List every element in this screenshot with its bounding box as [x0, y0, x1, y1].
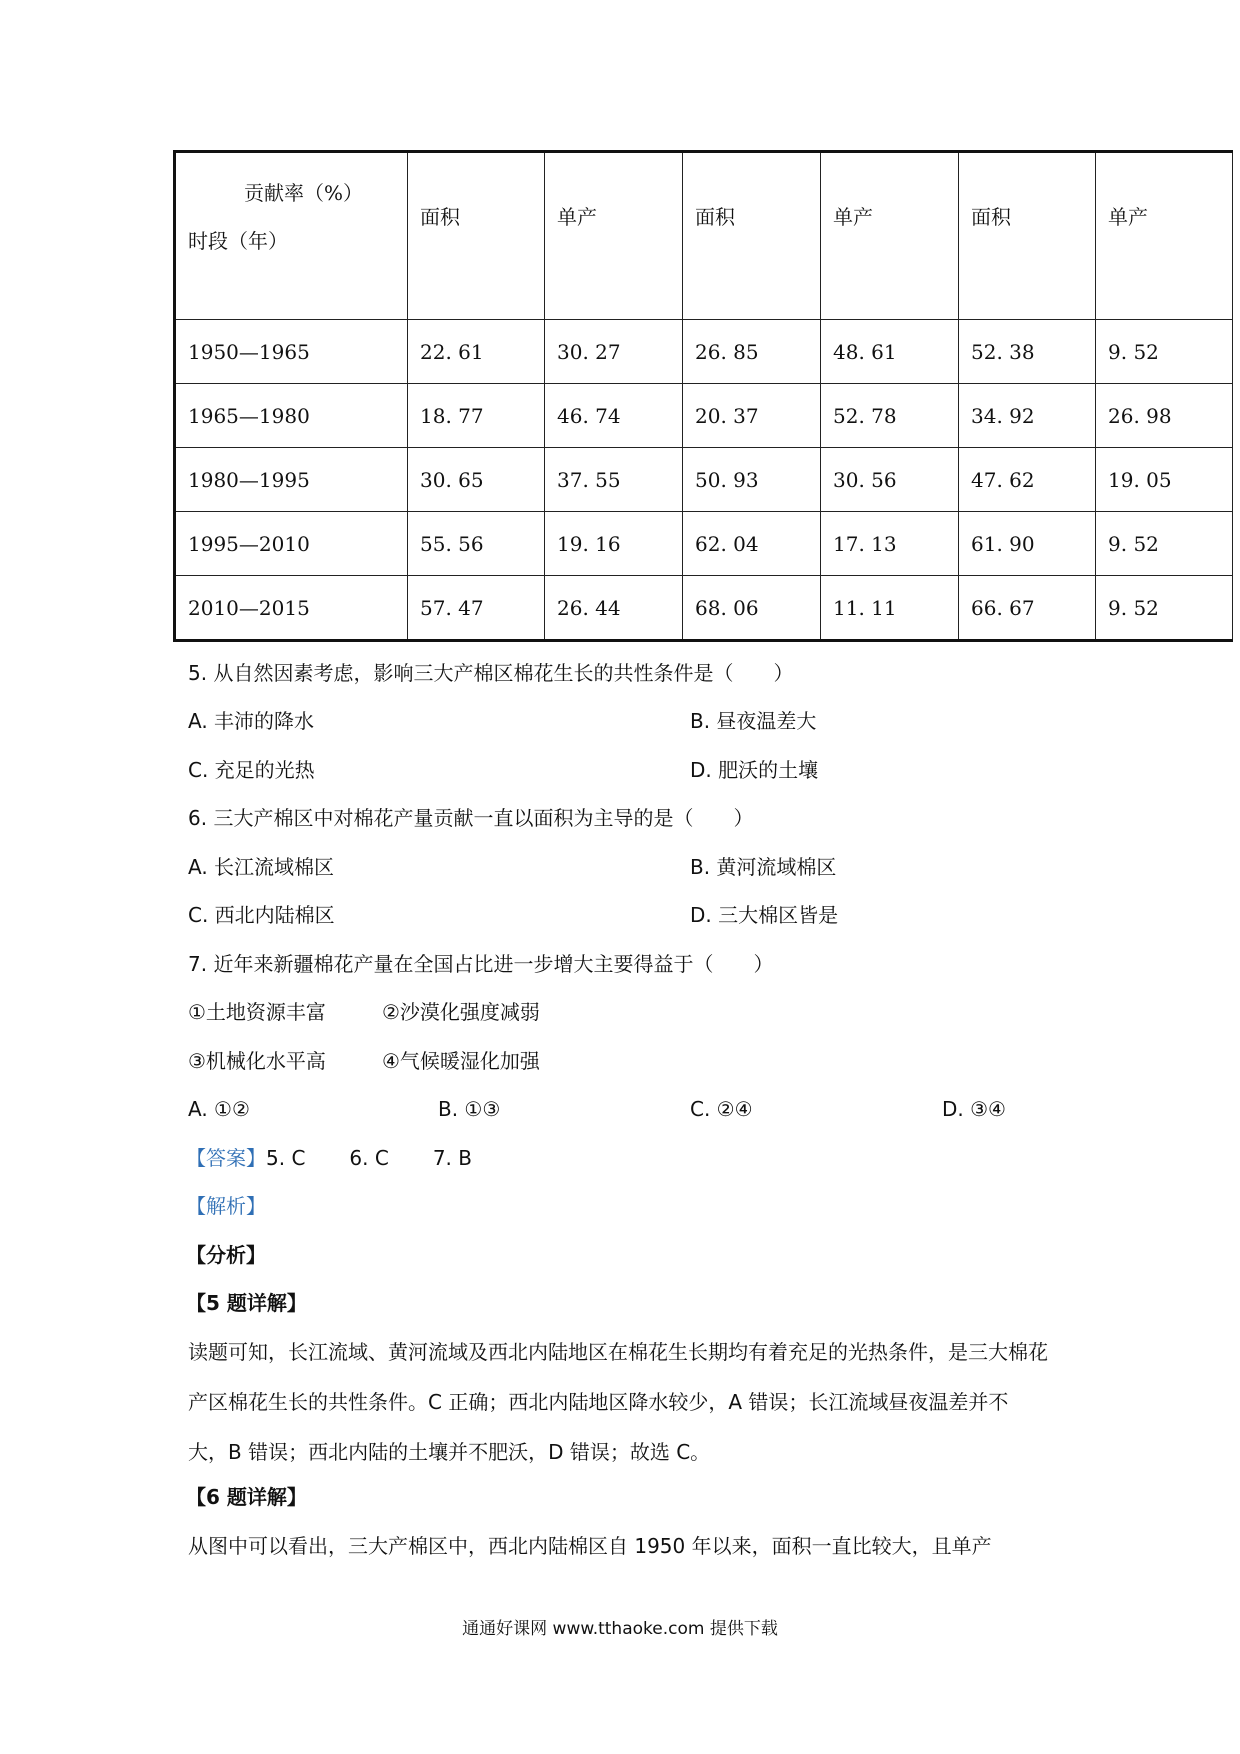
value-cell: 20. 37	[683, 384, 821, 448]
value-cell: 11. 11	[821, 576, 959, 641]
value-cell: 9. 52	[1096, 576, 1233, 641]
value-cell: 62. 04	[683, 512, 821, 576]
value-cell: 66. 67	[959, 576, 1096, 641]
value-cell: 26. 98	[1096, 384, 1233, 448]
value-cell: 9. 52	[1096, 320, 1233, 384]
table-row	[175, 576, 1233, 641]
value-cell: 68. 06	[683, 576, 821, 641]
detail-6-label: 【6 题详解】	[186, 1485, 307, 1509]
answer-line	[186, 1143, 472, 1173]
value-cell: 52. 78	[821, 384, 959, 448]
q7-statement-1: ①土地资源丰富	[188, 1000, 326, 1024]
contribution-table	[173, 150, 1233, 642]
value-cell: 48. 61	[821, 320, 959, 384]
value-cell: 30. 27	[545, 320, 683, 384]
value-cell: 30. 56	[821, 448, 959, 512]
header-cell: 面积	[683, 152, 821, 320]
question-5-stem: 5. 从自然因素考虑，影响三大产棉区棉花生长的共性条件是（ ）	[188, 661, 794, 685]
question-7-stem: 7. 近年来新疆棉花产量在全国占比进一步增大主要得益于（ ）	[188, 952, 774, 976]
q5-option-b: B. 昼夜温差大	[690, 709, 817, 733]
q6-option-b: B. 黄河流域棉区	[690, 855, 837, 879]
value-cell: 26. 44	[545, 576, 683, 641]
value-cell: 61. 90	[959, 512, 1096, 576]
table-header-row	[175, 152, 1233, 320]
q7-statement-3: ③机械化水平高	[188, 1049, 326, 1073]
value-cell: 17. 13	[821, 512, 959, 576]
value-cell: 52. 38	[959, 320, 1096, 384]
value-cell: 30. 65	[408, 448, 545, 512]
value-cell: 19. 16	[545, 512, 683, 576]
q5-option-c: C. 充足的光热	[188, 758, 315, 782]
value-cell: 46. 74	[545, 384, 683, 448]
q7-option-c: C. ②④	[690, 1097, 753, 1121]
question-6-stem: 6. 三大产棉区中对棉花产量贡献一直以面积为主导的是（ ）	[188, 806, 754, 830]
value-cell: 26. 85	[683, 320, 821, 384]
diagonal-header-cell	[175, 152, 408, 320]
value-cell: 9. 52	[1096, 512, 1233, 576]
header-rate-label: 贡献率（%）	[244, 181, 364, 205]
period-cell: 1950—1965	[175, 320, 408, 384]
q7-option-b: B. ①③	[438, 1097, 501, 1121]
period-cell: 1995—2010	[175, 512, 408, 576]
header-period-label: 时段（年）	[188, 229, 288, 253]
value-cell: 18. 77	[408, 384, 545, 448]
value-cell: 57. 47	[408, 576, 545, 641]
value-cell: 22. 61	[408, 320, 545, 384]
page-footer: 通通好课网 www.tthaoke.com 提供下载	[462, 1619, 778, 1639]
detail-5-text: 读题可知，长江流域、黄河流域及西北内陆地区在棉花生长期均有着充足的光热条件，是三大棉花产区棉花生长的共性条件。C 正确；西北内陆地区降水较少，A 错误；长江流域昼夜温差并不大，B 错误；西北内陆的土壤并不肥沃，D 错误；故选 C。	[188, 1340, 1048, 1464]
q7-option-a: A. ①②	[188, 1097, 250, 1121]
q5-option-d: D. 肥沃的土壤	[690, 758, 819, 782]
table-row	[175, 448, 1233, 512]
table-row	[175, 320, 1233, 384]
fenxi-label: 【分析】	[186, 1243, 266, 1267]
q6-option-a: A. 长江流域棉区	[188, 855, 335, 879]
answer-label: 【答案】	[186, 1146, 266, 1170]
q6-option-c: C. 西北内陆棉区	[188, 903, 335, 927]
detail-5-label: 【5 题详解】	[186, 1291, 307, 1315]
period-cell: 1980—1995	[175, 448, 408, 512]
value-cell: 55. 56	[408, 512, 545, 576]
header-cell: 面积	[408, 152, 545, 320]
q7-statement-2: ②沙漠化强度减弱	[382, 1000, 540, 1024]
table-row	[175, 512, 1233, 576]
value-cell: 47. 62	[959, 448, 1096, 512]
value-cell: 19. 05	[1096, 448, 1233, 512]
header-cell: 单产	[545, 152, 683, 320]
value-cell: 50. 93	[683, 448, 821, 512]
q7-option-d: D. ③④	[942, 1097, 1006, 1121]
period-cell: 2010—2015	[175, 576, 408, 641]
q5-option-a: A. 丰沛的降水	[188, 709, 315, 733]
value-cell: 34. 92	[959, 384, 1096, 448]
period-cell: 1965—1980	[175, 384, 408, 448]
value-cell: 37. 55	[545, 448, 683, 512]
detail-6-text: 从图中可以看出，三大产棉区中，西北内陆棉区自 1950 年以来，面积一直比较大，且单产	[188, 1534, 992, 1558]
q7-statement-4: ④气候暖湿化加强	[382, 1049, 540, 1073]
answer-7: 7. B	[432, 1146, 472, 1170]
analysis-label: 【解析】	[186, 1194, 266, 1218]
q6-option-d: D. 三大棉区皆是	[690, 903, 839, 927]
header-cell: 单产	[1096, 152, 1233, 320]
header-cell: 单产	[821, 152, 959, 320]
answer-6: 6. C	[349, 1146, 389, 1170]
header-cell: 面积	[959, 152, 1096, 320]
answer-5: 5. C	[266, 1146, 306, 1170]
table-row	[175, 384, 1233, 448]
